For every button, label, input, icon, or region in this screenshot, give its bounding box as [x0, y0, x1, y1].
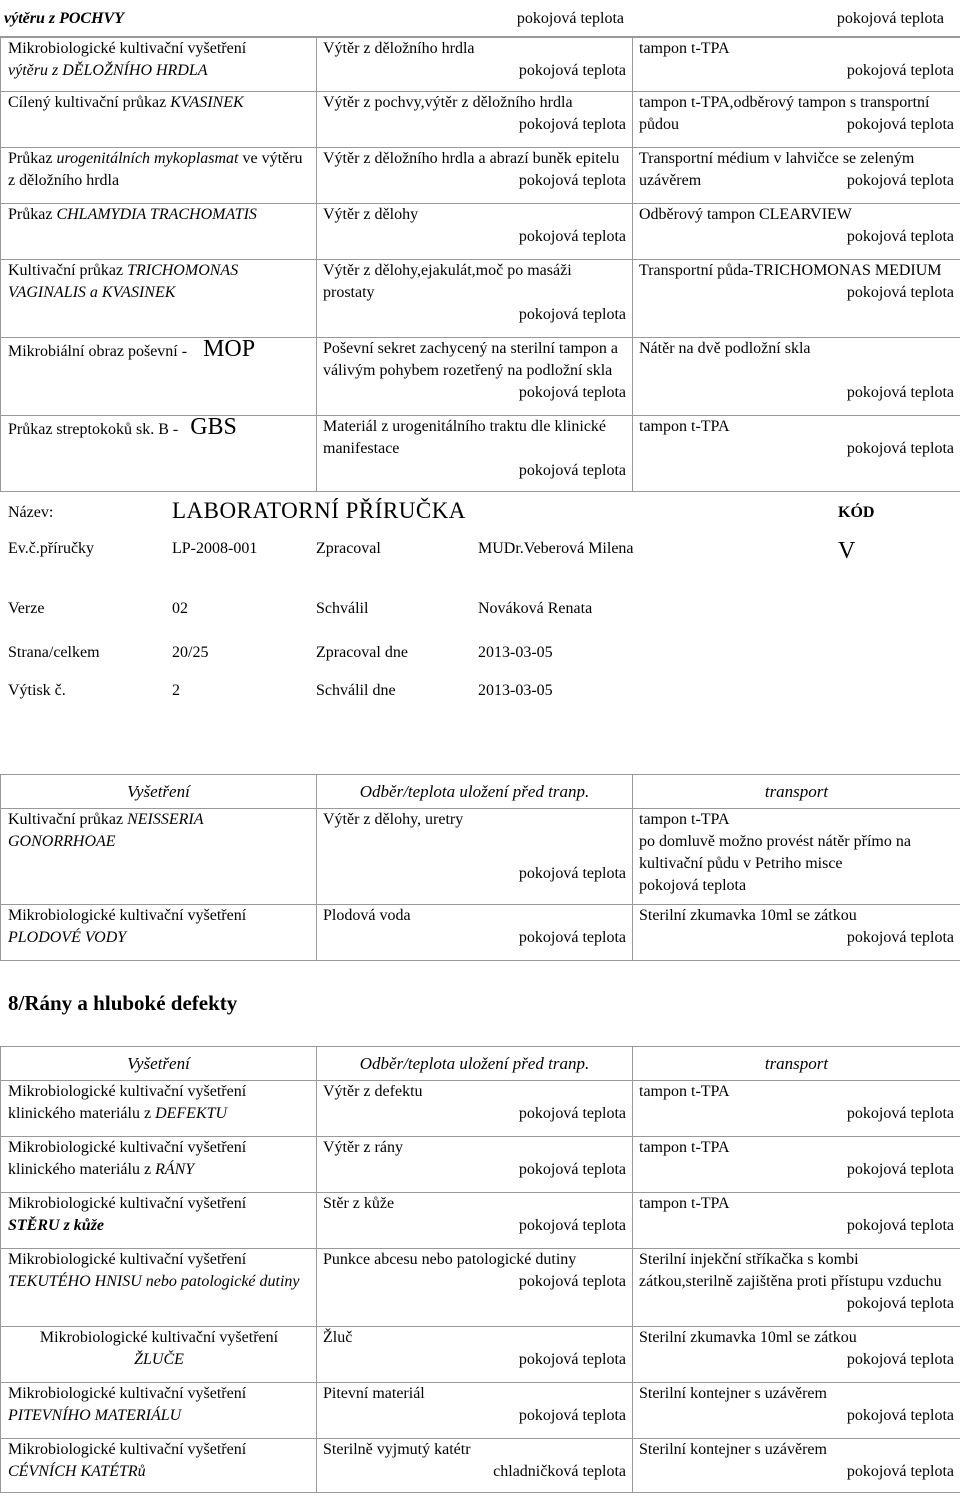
sample-cell: Výtěr z rány pokojová teplota	[317, 1137, 633, 1193]
table-row	[1, 92, 960, 148]
prepared-date-label: Zpracoval dne	[316, 644, 408, 661]
exam-cell: Mikrobiologické kultivační vyšetření PLODOVÉ VODY	[1, 905, 317, 961]
transport-cell: Transportní médium v lahvičce se zeleným uzávěrem pokojová teplota	[633, 148, 960, 204]
column-header-sample: Odběr/teplota uložení před tranp.	[317, 1047, 633, 1081]
page-value: 20/25	[172, 644, 209, 661]
table-header-row	[1, 775, 960, 809]
version-label: Verze	[8, 600, 45, 617]
sample-cell: Výtěr z pochvy,výtěr z děložního hrdla pokojová teplota	[317, 92, 633, 148]
exam-cell: Kultivační průkaz TRICHOMONAS VAGINALIS a KVASINEK	[1, 260, 317, 338]
table-row	[1, 1383, 960, 1439]
top-partial-row	[0, 0, 960, 37]
sample-cell: Výtěr z děložního hrdla pokojová teplota	[317, 38, 633, 92]
transport-cell: tampon t-TPA pokojová teplota	[633, 1193, 960, 1249]
exam-cell: Průkaz streptokoků sk. B - GBS	[1, 416, 317, 492]
sample-cell: Pitevní materiál pokojová teplota	[317, 1383, 633, 1439]
column-header-exam: Vyšetření	[1, 775, 317, 809]
table-row	[1, 1193, 960, 1249]
sample-cell: Punkce abcesu nebo patologické dutiny pokojová teplota	[317, 1249, 633, 1327]
document-title: LABORATORNÍ PŘÍRUČKA	[172, 498, 466, 523]
exam-cell: Mikrobiologické kultivační vyšetření CÉVNÍCH KATÉTRů	[1, 1439, 317, 1493]
transport-cell: tampon t-TPA pokojová teplota	[633, 1081, 960, 1137]
sample-cell: Výtěr z dělohy, uretry pokojová teplota	[317, 809, 633, 905]
code-value: V	[838, 538, 856, 564]
table-row	[1, 260, 960, 338]
column-header-transport: transport	[633, 775, 960, 809]
transport-cell: Sterilní zkumavka 10ml se zátkou pokojová teplota	[633, 1327, 960, 1383]
transport-cell: tampon t-TPA pokojová teplota	[633, 38, 960, 92]
copy-label: Výtisk č.	[8, 682, 66, 699]
page-label: Strana/celkem	[8, 644, 100, 661]
table-row	[1, 148, 960, 204]
transport-cell: Transportní půda-TRICHOMONAS MEDIUM pokojová teplota	[633, 260, 960, 338]
prepared-date-value: 2013-03-05	[478, 644, 553, 661]
column-header-transport: transport	[633, 1047, 960, 1081]
exam-cell: Mikrobiální obraz poševní - MOP	[1, 338, 317, 416]
table-wound-exams	[0, 1046, 960, 1493]
sample-cell: Stěr z kůže pokojová teplota	[317, 1193, 633, 1249]
top-row-sample-temp: pokojová teplota	[516, 10, 624, 27]
prepared-label: Zpracoval	[316, 540, 381, 557]
table-row	[1, 1081, 960, 1137]
version-value: 02	[172, 600, 188, 617]
code-label: KÓD	[838, 504, 875, 521]
sample-cell: Žluč pokojová teplota	[317, 1327, 633, 1383]
ev-label: Ev.č.příručky	[8, 540, 95, 557]
exam-cell: Kultivační průkaz NEISSERIA GONORRHOAE	[1, 809, 317, 905]
top-row-exam: výtěru z POCHVY	[4, 10, 124, 27]
ev-value: LP-2008-001	[172, 540, 258, 557]
table-row	[1, 1137, 960, 1193]
sample-cell: Výtěr z děložního hrdla a abrazí buněk epitelu pokojová teplota	[317, 148, 633, 204]
table-header-row	[1, 1047, 960, 1081]
approved-date-label: Schválil dne	[316, 682, 396, 699]
transport-cell: tampon t-TPA pokojová teplota	[633, 416, 960, 492]
table-row	[1, 338, 960, 416]
table-row	[1, 905, 960, 961]
approved-label: Schválil	[316, 600, 369, 617]
sample-cell: Výtěr z dělohy,ejakulát,moč po masáži prostaty pokojová teplota	[317, 260, 633, 338]
approved-date-value: 2013-03-05	[478, 682, 553, 699]
exam-cell: Mikrobiologické kultivační vyšetření klinického materiálu z RÁNY	[1, 1137, 317, 1193]
transport-cell: Nátěr na dvě podložní skla pokojová teplota	[633, 338, 960, 416]
sample-cell: Výtěr z dělohy pokojová teplota	[317, 204, 633, 260]
name-label: Název:	[8, 504, 54, 521]
exam-cell: Mikrobiologické kultivační vyšetření PITEVNÍHO MATERIÁLU	[1, 1383, 317, 1439]
transport-cell: Odběrový tampon CLEARVIEW pokojová teplota	[633, 204, 960, 260]
copy-value: 2	[172, 682, 180, 699]
transport-cell: Sterilní kontejner s uzávěrem pokojová teplota	[633, 1383, 960, 1439]
document-header	[0, 492, 960, 712]
exam-cell: Průkaz CHLAMYDIA TRACHOMATIS	[1, 204, 317, 260]
top-row-transport-temp: pokojová teplota	[836, 10, 944, 27]
transport-cell: tampon t-TPA pokojová teplota	[633, 1137, 960, 1193]
exam-cell: Cílený kultivační průkaz KVASINEK	[1, 92, 317, 148]
exam-cell: Průkaz urogenitálních mykoplasmat ve výtěru z děložního hrdla	[1, 148, 317, 204]
table-row	[1, 1327, 960, 1383]
transport-cell: Sterilní injekční stříkačka s kombi zátkou,sterilně zajištěna proti přístupu vzduchu pokojová teplota	[633, 1249, 960, 1327]
sample-cell: Sterilně vyjmutý katétr chladničková teplota	[317, 1439, 633, 1493]
exam-cell: Mikrobiologické kultivační vyšetření ŽLUČE	[1, 1327, 317, 1383]
exam-cell: Mikrobiologické kultivační vyšetření klinického materiálu z DEFEKTU	[1, 1081, 317, 1137]
sample-cell: Plodová voda pokojová teplota	[317, 905, 633, 961]
transport-cell: tampon t-TPA,odběrový tampon s transportní půdou pokojová teplota	[633, 92, 960, 148]
column-header-sample: Odběr/teplota uložení před tranp.	[317, 775, 633, 809]
exam-cell: Mikrobiologické kultivační vyšetření výtěru z DĚLOŽNÍHO HRDLA	[1, 38, 317, 92]
prepared-value: MUDr.Veberová Milena	[478, 540, 634, 557]
exam-cell: Mikrobiologické kultivační vyšetření TEKUTÉHO HNISU nebo patologické dutiny	[1, 1249, 317, 1327]
table-row	[1, 38, 960, 92]
sample-cell: Poševní sekret zachycený na sterilní tampon a válivým pohybem rozetřený na podložní skla pokojová teplota	[317, 338, 633, 416]
table-row	[1, 809, 960, 905]
section-heading: 8/Rány a hluboké defekty	[8, 991, 238, 1015]
column-header-exam: Vyšetření	[1, 1047, 317, 1081]
sample-cell: Výtěr z defektu pokojová teplota	[317, 1081, 633, 1137]
table-row	[1, 204, 960, 260]
transport-cell: Sterilní zkumavka 10ml se zátkou pokojová teplota	[633, 905, 960, 961]
table-other-exams	[0, 774, 960, 961]
approved-value: Nováková Renata	[478, 600, 593, 617]
table-row	[1, 416, 960, 492]
table-row	[1, 1439, 960, 1493]
sample-cell: Materiál z urogenitálního traktu dle klinické manifestace pokojová teplota	[317, 416, 633, 492]
transport-cell: Sterilní kontejner s uzávěrem pokojová teplota	[633, 1439, 960, 1493]
transport-cell: tampon t-TPA po domluvě možno provést nátěr přímo na kultivační půdu v Petriho misce pokojová teplota	[633, 809, 960, 905]
table-row	[1, 1249, 960, 1327]
exam-cell: Mikrobiologické kultivační vyšetření STĚRU z kůže	[1, 1193, 317, 1249]
table-genital-exams	[0, 37, 960, 492]
